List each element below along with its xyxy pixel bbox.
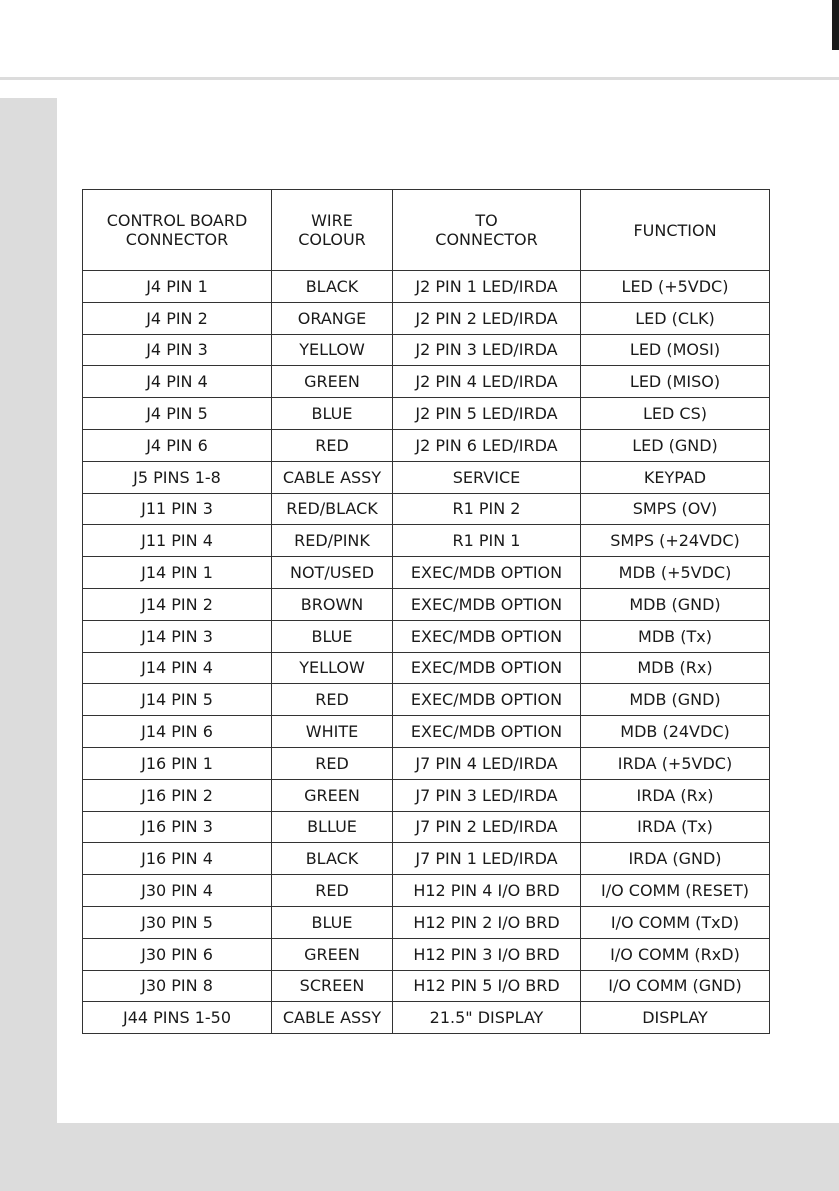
to-connector-cell: J7 PIN 3 LED/IRDA [393, 779, 581, 811]
to-connector-cell: R1 PIN 2 [393, 493, 581, 525]
function-cell: IRDA (+5VDC) [581, 747, 770, 779]
function-cell: IRDA (Tx) [581, 811, 770, 843]
wire-colour-cell: RED [272, 747, 393, 779]
wire-colour-cell: BLACK [272, 843, 393, 875]
function-cell: MDB (24VDC) [581, 716, 770, 748]
table-row [83, 684, 770, 716]
page-edge-mark [832, 0, 839, 50]
to-connector-cell: SERVICE [393, 461, 581, 493]
function-cell: MDB (+5VDC) [581, 557, 770, 589]
wire-colour-cell: CABLE ASSY [272, 461, 393, 493]
wire-colour-cell: NOT/USED [272, 557, 393, 589]
wire-colour-cell: GREEN [272, 366, 393, 398]
control-board-connector-cell: J30 PIN 6 [83, 938, 272, 970]
control-board-connector-cell: J4 PIN 4 [83, 366, 272, 398]
table-row [83, 843, 770, 875]
to-connector-cell: R1 PIN 1 [393, 525, 581, 557]
table-row [83, 716, 770, 748]
control-board-connector-cell: J11 PIN 3 [83, 493, 272, 525]
table-row [83, 875, 770, 907]
function-cell: I/O COMM (GND) [581, 970, 770, 1002]
table-row [83, 747, 770, 779]
table-row [83, 429, 770, 461]
wire-colour-cell: BLUE [272, 906, 393, 938]
table-row [83, 557, 770, 589]
control-board-connector-cell: J16 PIN 1 [83, 747, 272, 779]
function-cell: LED (MISO) [581, 366, 770, 398]
table-row [83, 779, 770, 811]
control-board-connector-cell: J14 PIN 5 [83, 684, 272, 716]
header-function: FUNCTION [581, 190, 770, 271]
to-connector-cell: EXEC/MDB OPTION [393, 716, 581, 748]
wire-colour-cell: ORANGE [272, 302, 393, 334]
to-connector-cell: J2 PIN 5 LED/IRDA [393, 398, 581, 430]
wire-colour-cell: RED/PINK [272, 525, 393, 557]
function-cell: LED (MOSI) [581, 334, 770, 366]
control-board-connector-cell: J5 PINS 1-8 [83, 461, 272, 493]
table-row [83, 620, 770, 652]
wiring-table [82, 189, 770, 1034]
function-cell: DISPLAY [581, 1002, 770, 1034]
function-cell: MDB (Rx) [581, 652, 770, 684]
header-control-board-connector: CONTROL BOARD CONNECTOR [83, 190, 272, 271]
table-row [83, 302, 770, 334]
to-connector-cell: EXEC/MDB OPTION [393, 588, 581, 620]
function-cell: LED (+5VDC) [581, 271, 770, 303]
function-cell: MDB (GND) [581, 588, 770, 620]
table-row [83, 334, 770, 366]
table-row [83, 906, 770, 938]
control-board-connector-cell: J16 PIN 4 [83, 843, 272, 875]
control-board-connector-cell: J30 PIN 5 [83, 906, 272, 938]
header-divider [0, 77, 839, 80]
control-board-connector-cell: J30 PIN 8 [83, 970, 272, 1002]
control-board-connector-cell: J14 PIN 4 [83, 652, 272, 684]
table-row [83, 652, 770, 684]
table-row [83, 271, 770, 303]
to-connector-cell: J2 PIN 4 LED/IRDA [393, 366, 581, 398]
table-row [83, 938, 770, 970]
to-connector-cell: EXEC/MDB OPTION [393, 557, 581, 589]
control-board-connector-cell: J14 PIN 2 [83, 588, 272, 620]
table-header-row [83, 190, 770, 271]
wire-colour-cell: GREEN [272, 779, 393, 811]
to-connector-cell: EXEC/MDB OPTION [393, 684, 581, 716]
to-connector-cell: H12 PIN 5 I/O BRD [393, 970, 581, 1002]
table-row [83, 811, 770, 843]
wire-colour-cell: BLUE [272, 398, 393, 430]
to-connector-cell: J7 PIN 4 LED/IRDA [393, 747, 581, 779]
function-cell: I/O COMM (RxD) [581, 938, 770, 970]
wire-colour-cell: WHITE [272, 716, 393, 748]
to-connector-cell: H12 PIN 3 I/O BRD [393, 938, 581, 970]
function-cell: I/O COMM (TxD) [581, 906, 770, 938]
wire-colour-cell: RED/BLACK [272, 493, 393, 525]
control-board-connector-cell: J4 PIN 3 [83, 334, 272, 366]
control-board-connector-cell: J14 PIN 6 [83, 716, 272, 748]
left-margin-band [0, 98, 57, 1191]
to-connector-cell: H12 PIN 4 I/O BRD [393, 875, 581, 907]
function-cell: KEYPAD [581, 461, 770, 493]
control-board-connector-cell: J4 PIN 1 [83, 271, 272, 303]
control-board-connector-cell: J30 PIN 4 [83, 875, 272, 907]
wire-colour-cell: RED [272, 684, 393, 716]
function-cell: LED CS) [581, 398, 770, 430]
function-cell: IRDA (Rx) [581, 779, 770, 811]
to-connector-cell: EXEC/MDB OPTION [393, 652, 581, 684]
table-row [83, 588, 770, 620]
control-board-connector-cell: J14 PIN 1 [83, 557, 272, 589]
table-row [83, 461, 770, 493]
to-connector-cell: H12 PIN 2 I/O BRD [393, 906, 581, 938]
to-connector-cell: EXEC/MDB OPTION [393, 620, 581, 652]
bottom-margin-band [0, 1123, 839, 1191]
wire-colour-cell: GREEN [272, 938, 393, 970]
control-board-connector-cell: J16 PIN 3 [83, 811, 272, 843]
table-row [83, 493, 770, 525]
function-cell: MDB (Tx) [581, 620, 770, 652]
function-cell: MDB (GND) [581, 684, 770, 716]
to-connector-cell: J2 PIN 6 LED/IRDA [393, 429, 581, 461]
to-connector-cell: J7 PIN 2 LED/IRDA [393, 811, 581, 843]
function-cell: SMPS (OV) [581, 493, 770, 525]
wire-colour-cell: BLUE [272, 620, 393, 652]
function-cell: IRDA (GND) [581, 843, 770, 875]
wire-colour-cell: YELLOW [272, 334, 393, 366]
to-connector-cell: J2 PIN 3 LED/IRDA [393, 334, 581, 366]
table-row [83, 1002, 770, 1034]
wire-colour-cell: YELLOW [272, 652, 393, 684]
table-row [83, 970, 770, 1002]
wire-colour-cell: SCREEN [272, 970, 393, 1002]
wire-colour-cell: BLACK [272, 271, 393, 303]
wire-colour-cell: BROWN [272, 588, 393, 620]
control-board-connector-cell: J4 PIN 5 [83, 398, 272, 430]
function-cell: LED (CLK) [581, 302, 770, 334]
function-cell: LED (GND) [581, 429, 770, 461]
table-row [83, 398, 770, 430]
header-wire-colour: WIRE COLOUR [272, 190, 393, 271]
control-board-connector-cell: J11 PIN 4 [83, 525, 272, 557]
control-board-connector-cell: J16 PIN 2 [83, 779, 272, 811]
wire-colour-cell: RED [272, 875, 393, 907]
wire-colour-cell: BLLUE [272, 811, 393, 843]
to-connector-cell: J2 PIN 1 LED/IRDA [393, 271, 581, 303]
table-row [83, 366, 770, 398]
to-connector-cell: J2 PIN 2 LED/IRDA [393, 302, 581, 334]
header-to-connector: TO CONNECTOR [393, 190, 581, 271]
control-board-connector-cell: J44 PINS 1-50 [83, 1002, 272, 1034]
table-row [83, 525, 770, 557]
control-board-connector-cell: J14 PIN 3 [83, 620, 272, 652]
to-connector-cell: J7 PIN 1 LED/IRDA [393, 843, 581, 875]
control-board-connector-cell: J4 PIN 6 [83, 429, 272, 461]
control-board-connector-cell: J4 PIN 2 [83, 302, 272, 334]
function-cell: SMPS (+24VDC) [581, 525, 770, 557]
wire-colour-cell: RED [272, 429, 393, 461]
wire-colour-cell: CABLE ASSY [272, 1002, 393, 1034]
function-cell: I/O COMM (RESET) [581, 875, 770, 907]
to-connector-cell: 21.5" DISPLAY [393, 1002, 581, 1034]
